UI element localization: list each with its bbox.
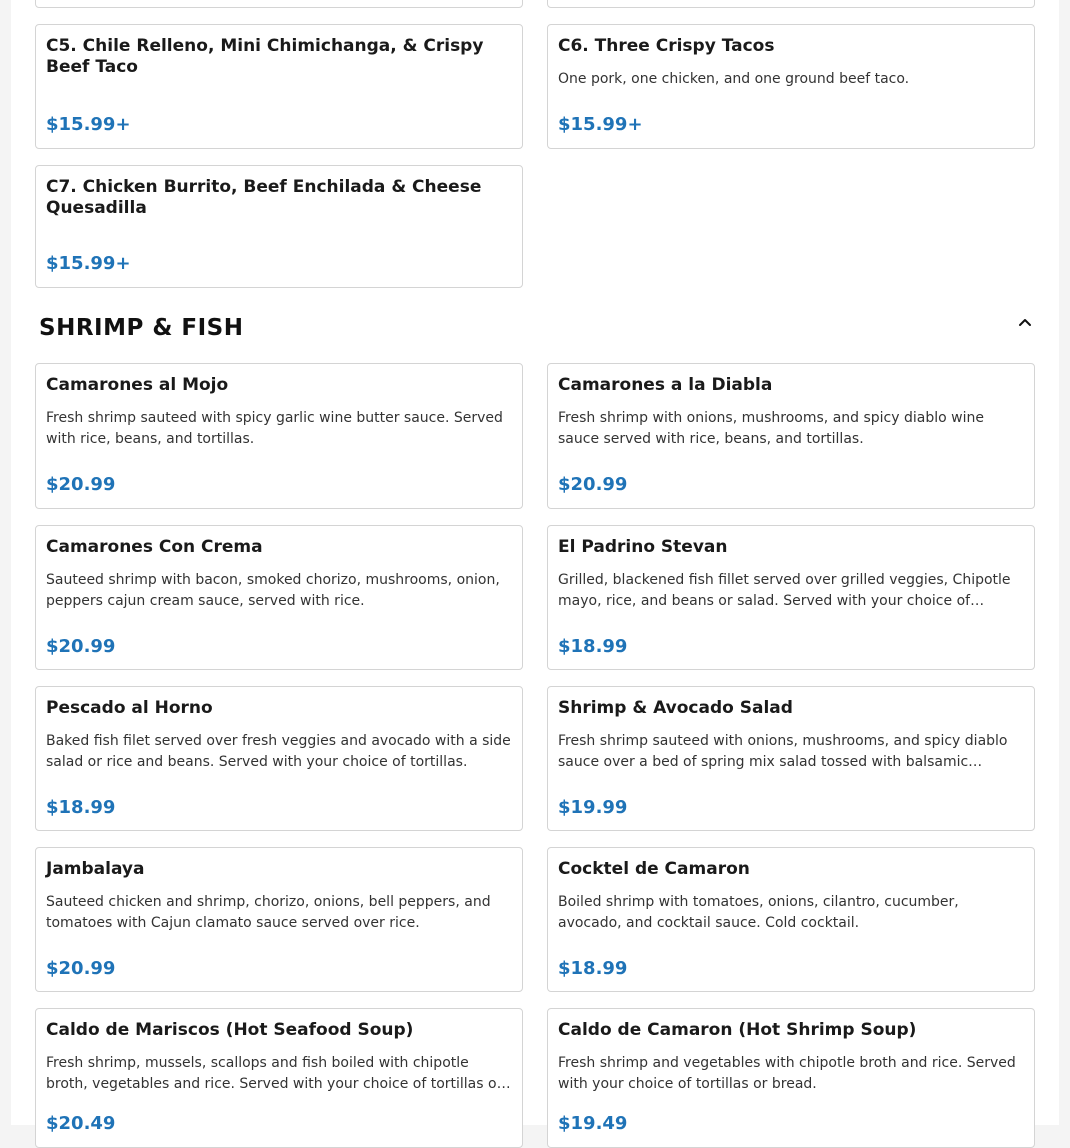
menu-item-name: Camarones Con Crema bbox=[46, 537, 263, 557]
menu-item-name: Camarones al Mojo bbox=[46, 375, 229, 395]
menu-item-description: One pork, one chicken, and one ground beef taco. bbox=[558, 71, 910, 87]
menu-item-price: $20.99 bbox=[558, 474, 628, 495]
menu-item-card[interactable] bbox=[35, 525, 523, 670]
menu-item-name: Cocktel de Camaron bbox=[558, 859, 750, 879]
menu-item-price: $15.99+ bbox=[558, 114, 643, 135]
menu-item-price: $20.99 bbox=[46, 636, 116, 657]
menu-item-description: Fresh shrimp with onions, mushrooms, and spicy diablo wine sauce served with rice, beans, and tortillas. bbox=[558, 410, 984, 447]
menu-item-name: Caldo de Mariscos (Hot Seafood Soup) bbox=[46, 1020, 414, 1040]
menu-item-card[interactable] bbox=[547, 363, 1035, 509]
menu-item-card[interactable] bbox=[35, 165, 523, 288]
menu-item-description: Baked fish filet served over fresh veggies and avocado with a side salad or rice and beans. Served with your choice of tortillas. bbox=[46, 733, 511, 770]
menu-item-description: Fresh shrimp sauteed with onions, mushrooms, and spicy diablo sauce over a bed of spring mix salad tossed with balsamic… bbox=[558, 733, 1008, 770]
menu-item-description: Grilled, blackened fish fillet served over grilled veggies, Chipotle mayo, rice, and beans or salad. Served with your choice of… bbox=[558, 572, 1011, 609]
menu-item-name: C7. Chicken Burrito, Beef Enchilada & Cheese Quesadilla bbox=[46, 177, 482, 218]
menu-item-name: Jambalaya bbox=[46, 859, 145, 879]
menu-item-description: Fresh shrimp sauteed with spicy garlic wine butter sauce. Served with rice, beans, and tortillas. bbox=[46, 410, 503, 447]
menu-item-card[interactable] bbox=[547, 525, 1035, 670]
menu-item-card[interactable] bbox=[547, 24, 1035, 149]
menu-item-price: $15.99+ bbox=[46, 114, 131, 135]
menu-item-description: Fresh shrimp and vegetables with chipotle broth and rice. Served with your choice of tortillas or bread. bbox=[558, 1055, 1016, 1092]
menu-page bbox=[11, 0, 1059, 1134]
menu-item-card[interactable] bbox=[547, 1008, 1035, 1148]
menu-item-name: Camarones a la Diabla bbox=[558, 375, 773, 395]
menu-item-price: $18.99 bbox=[46, 797, 116, 818]
menu-item-price: $20.49 bbox=[46, 1113, 116, 1134]
menu-item-card[interactable] bbox=[35, 24, 523, 149]
menu-item-description: Fresh shrimp, mussels, scallops and fish boiled with chipotle broth, vegetables and rice. Served with your choice of tortillas o… bbox=[46, 1055, 511, 1092]
menu-item-price: $18.99 bbox=[558, 636, 628, 657]
menu-item-price: $18.99 bbox=[558, 958, 628, 979]
menu-item-card-partial[interactable] bbox=[35, 0, 523, 8]
menu-item-card[interactable] bbox=[35, 847, 523, 992]
menu-item-price: $20.99 bbox=[46, 474, 116, 495]
section-collapse-button[interactable] bbox=[1011, 310, 1039, 334]
menu-item-price: $15.99+ bbox=[46, 253, 131, 274]
menu-item-card[interactable] bbox=[547, 686, 1035, 831]
menu-item-card[interactable] bbox=[35, 363, 523, 509]
section-title: SHRIMP & FISH bbox=[39, 315, 244, 341]
menu-item-name: Pescado al Horno bbox=[46, 698, 213, 718]
menu-item-description: Boiled shrimp with tomatoes, onions, cilantro, cucumber, avocado, and cocktail sauce. Cold cocktail. bbox=[558, 894, 959, 931]
menu-item-price: $19.49 bbox=[558, 1113, 628, 1134]
menu-item-price: $20.99 bbox=[46, 958, 116, 979]
chevron-up-icon bbox=[1017, 316, 1033, 328]
menu-item-card-partial[interactable] bbox=[547, 0, 1035, 8]
menu-item-card[interactable] bbox=[35, 686, 523, 831]
menu-item-card[interactable] bbox=[35, 1008, 523, 1148]
menu-item-name: Shrimp & Avocado Salad bbox=[558, 698, 793, 718]
menu-item-name: C5. Chile Relleno, Mini Chimichanga, & Crispy Beef Taco bbox=[46, 36, 484, 77]
menu-item-name: El Padrino Stevan bbox=[558, 537, 728, 557]
menu-item-name: Caldo de Camaron (Hot Shrimp Soup) bbox=[558, 1020, 917, 1040]
menu-item-name: C6. Three Crispy Tacos bbox=[558, 36, 775, 56]
menu-item-description: Sauteed shrimp with bacon, smoked chorizo, mushrooms, onion, peppers cajun cream sauce, served with rice. bbox=[46, 572, 500, 609]
menu-item-card[interactable] bbox=[547, 847, 1035, 992]
menu-item-price: $19.99 bbox=[558, 797, 628, 818]
menu-item-description: Sauteed chicken and shrimp, chorizo, onions, bell peppers, and tomatoes with Cajun clamato sauce served over rice. bbox=[46, 894, 491, 931]
